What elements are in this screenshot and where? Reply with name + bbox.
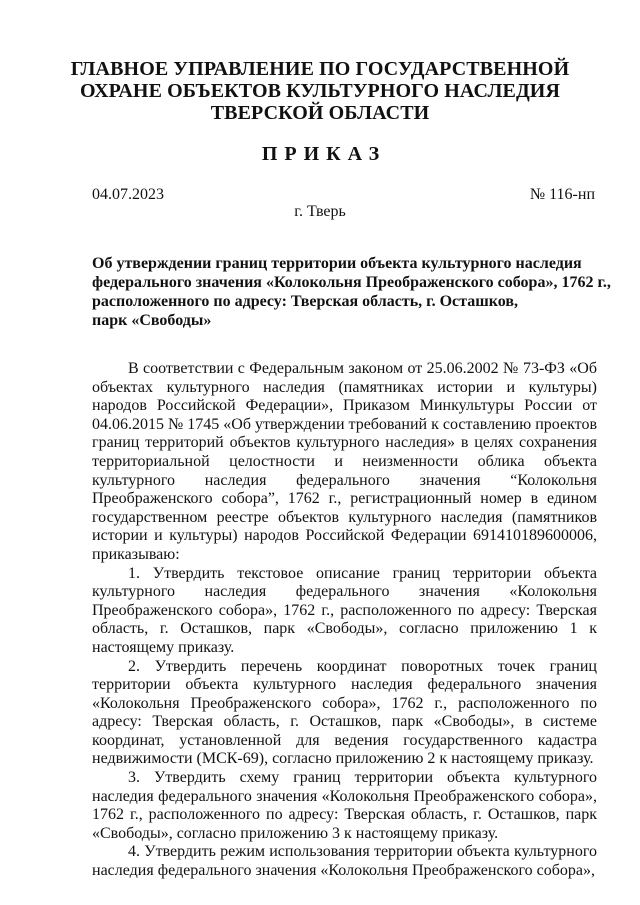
clause-paragraph: 4. Утвердить режим использования территории объекта культурного наследия федерального значения «Колокольня Преображенского собора»,	[92, 843, 597, 880]
document-type: ПРИКАЗ	[261, 143, 387, 165]
clause-paragraph: 3. Утвердить схему границ территории объекта культурного наследия федерального значения «Колокольня Преображенского собора», 1762 г., расположенного по адресу: Тверская область, г. Осташков, парк «Свободы», согласно приложению 3 к настоящему приказу.	[92, 769, 597, 842]
document-city: г. Тверь	[294, 203, 346, 220]
subject-line: расположенного по адресу: Тверская область, г. Осташков,	[92, 293, 518, 310]
agency-line: ОХРАНЕ ОБЪЕКТОВ КУЛЬТУРНОГО НАСЛЕДИЯ	[79, 80, 561, 102]
clause-paragraph: 2. Утвердить перечень координат поворотных точек границ территории объекта культурного наследия федерального значения «Колокольня Преображенского собора», 1762 г., расположенного по адресу: Тверская область, г. Осташков, парк «Свободы», в системе координат, установленной для ведения государственного кадастра недвижимости (МСК-69), согласно приложению 2 к настоящему приказу.	[92, 657, 597, 768]
document-number: № 116-нп	[529, 186, 595, 203]
agency-line: ГЛАВНОЕ УПРАВЛЕНИЕ ПО ГОСУДАРСТВЕННОЙ	[70, 58, 570, 80]
clause-paragraph: 1. Утвердить текстовое описание границ территории объекта культурного наследия федерального значения «Колокольня Преображенского собора», 1762 г., расположенного по адресу: Тверская область, г. Осташков, парк «Свободы», согласно приложению 1 к настоящему приказу.	[92, 564, 597, 656]
document-body	[92, 360, 597, 881]
agency-line: ТВЕРСКОЙ ОБЛАСТИ	[210, 102, 430, 124]
subject-line: парк «Свободы»	[92, 312, 212, 329]
preamble-paragraph: В соответствии с Федеральным законом от 25.06.2002 № 73-ФЗ «Об объектах культурного наследия (памятниках истории и культуры) народов Российской Федерации», Приказом Минкультуры России от 04.06.2015 № 1745 «Об утверждении требований к составлению проектов границ территорий объектов культурного наследия» в целях сохранения территориальной целостности и неизменности облика объекта культурного наследия федерального значения “Колокольня Преображенского собора”, 1762 г., регистрационный номер в едином государственном реестре объектов культурного наследия (памятников истории и культуры) народов Российской Федерации 691410189600006, приказываю:	[92, 360, 597, 563]
agency-name	[60, 58, 580, 124]
subject-line: федерального значения «Колокольня Преображенского собора», 1762 г.,	[92, 274, 611, 291]
document-date: 04.07.2023	[92, 186, 164, 203]
subject-line: Об утверждении границ территории объекта культурного наследия	[92, 255, 582, 272]
document-subject	[92, 254, 611, 330]
